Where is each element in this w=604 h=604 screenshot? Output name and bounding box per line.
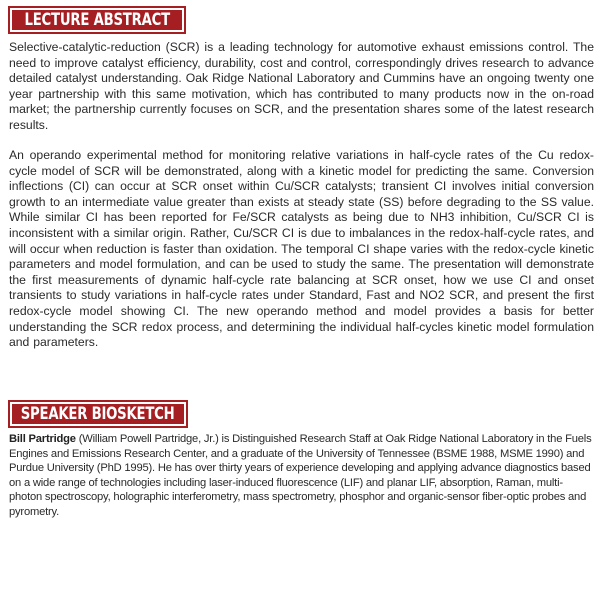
speaker-biosketch-heading: SPEAKER BIOSKETCH [21, 403, 175, 424]
lecture-abstract-heading: LECTURE ABSTRACT [24, 9, 170, 30]
speaker-bio-text: (William Powell Partridge, Jr.) is Distinguished Research Staff at Oak Ridge National Laboratory in the Fuels Engines and Emissions Research Center, and a graduate of the University of Tennessee (BSME 1988, MSME 1990) and Purdue University (PhD 1995). He has over thirty years of experience developing and applying advance diagnostics based on a wide range of technologies including laser-induced fluorescence (LIF) and planar LIF, absorption, Raman, multi-photon spectroscopy, holographic interferometry, mass spectrometry, phosphor and organic-sensor fiber-optic probes and pyrometry. [9, 433, 592, 518]
lecture-abstract-banner [8, 6, 186, 34]
abstract-paragraph-2: An operando experimental method for monitoring relative variations in half-cycle rates of the Cu redox-cycle model of SCR will be demonstrated, along with a kinetic model for predicting the same. Conversion inflections (CI) can occur at SCR onset within Cu/SCR catalysts; transient CI involves initial conversion growth to an intermediate value greater than exists at steady state (SS) before degrading to the SS value. While similar CI has been reported for Fe/SCR catalysts as being due to NH3 inhibition, Cu/SCR CI is inconsistent with a similar origin. Rather, Cu/SCR CI is due to imbalances in the redox-half-cycle rates, and will occur when reduction is faster than oxidation. The temporal CI shape varies with the redox-cycle kinetic parameters and model formulation, and can be used to study the same. The presentation will demonstrate the first measurements of dynamic half-cycle rate balancing at SCR onset, how we use CI and onset transients to study variations in half-cycle rates under Standard, Fast and NO2 SCR, and present the first redox-cycle model showing CI. The new operando method and model provides a basis for better understanding the SCR redox process, and determining the individual half-cycles kinetic model formulation and parameters. [9, 148, 594, 350]
speaker-bio-paragraph [9, 432, 594, 520]
speaker-biosketch-banner [8, 400, 188, 428]
abstract-paragraph-1: Selective-catalytic-reduction (SCR) is a leading technology for automotive exhaust emissions control. The need to improve catalyst efficiency, durability, cost and control, correspondingly drives research to advance detailed catalyst understanding. Oak Ridge National Laboratory and Cummins have an ongoing twenty one year partnership with this same motivation, which has contributed to many products now in the on-road market; the partnership currently focuses on SCR, and the presentation shares some of the latest research results. [9, 40, 594, 132]
speaker-name: Bill Partridge [9, 433, 76, 445]
